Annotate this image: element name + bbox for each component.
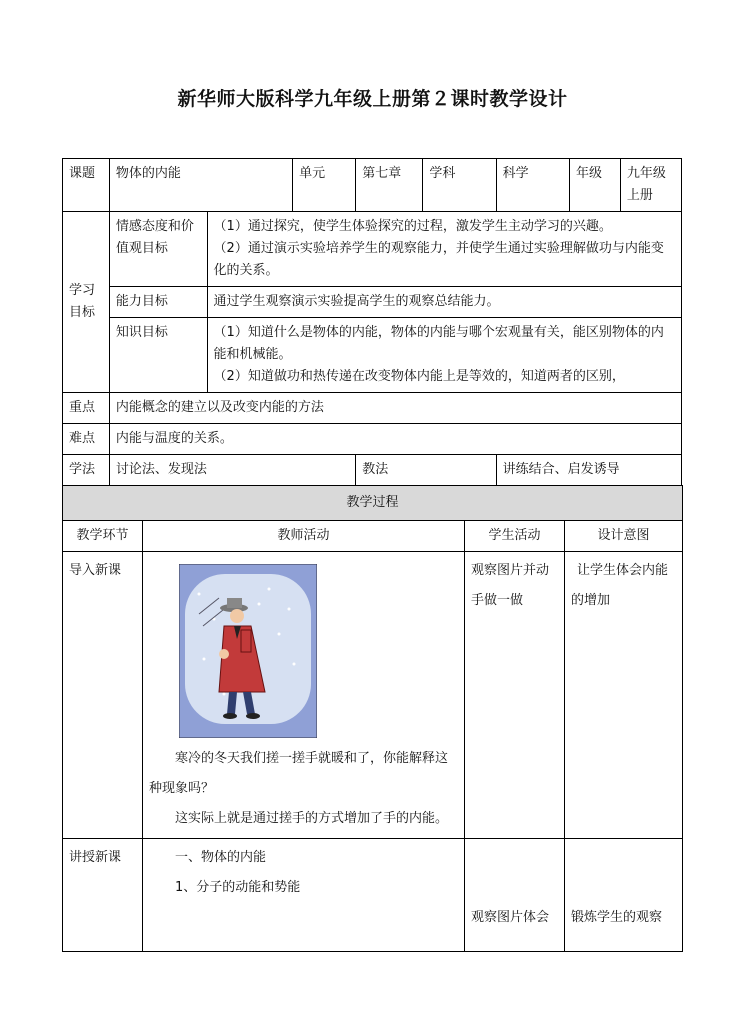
new-student [465, 839, 565, 952]
topic-label: 课题 [63, 159, 110, 212]
study-text: 讨论法、发现法 [109, 455, 355, 486]
emotion-label: 情感态度和价值观目标 [109, 212, 207, 287]
topic-value: 物体的内能 [109, 159, 292, 212]
document-title: 新华师大版科学九年级上册第２课时教学设计 [177, 88, 568, 110]
emotion-text-2: （2）通过演示实验培养学生的观察能力，并使学生通过实验理解做功与内能变化的关系。 [213, 241, 664, 278]
process-table [62, 485, 683, 952]
subject-label: 学科 [423, 159, 496, 212]
key-text: 内能概念的建立以及改变内能的方法 [109, 393, 681, 424]
key-label: 重点 [63, 393, 110, 424]
new-intent-text: 锻炼学生的观察 [571, 910, 663, 925]
knowledge-label: 知识目标 [109, 318, 207, 393]
knowledge-text-1: （1）知道什么是物体的内能，物体的内能与哪个宏观量有关，能区别物体的内能和机械能。 [213, 325, 664, 362]
grade-label: 年级 [569, 159, 620, 212]
process-header: 教学过程 [63, 486, 683, 521]
info-row [63, 159, 682, 212]
study-label: 学法 [63, 455, 110, 486]
new-teacher [143, 839, 465, 952]
intro-intent: 让学生体会内能的增加 [565, 552, 683, 839]
objectives-label-line2: 目标 [69, 305, 96, 320]
lesson-plan [62, 158, 682, 952]
objective-emotion-row [63, 212, 682, 287]
objectives-label [63, 212, 110, 393]
new-lesson-row [63, 839, 683, 952]
new-student-text: 观察图片体会 [471, 910, 550, 925]
key-row [63, 393, 682, 424]
intro-teacher [143, 552, 465, 839]
new-text-2: 1、分子的动能和势能 [175, 880, 301, 895]
teach-label: 教法 [356, 455, 496, 486]
intro-row [63, 552, 683, 839]
subject-value: 科学 [496, 159, 569, 212]
spacer [471, 843, 558, 903]
unit-label: 单元 [293, 159, 356, 212]
objective-knowledge-row [63, 318, 682, 393]
ability-text: 通过学生观察演示实验提高学生的观察总结能力。 [207, 287, 681, 318]
unit-value: 第七章 [356, 159, 423, 212]
teach-text: 讲练结合、启发诱导 [496, 455, 681, 486]
grade-value-line2: 上册 [626, 188, 653, 203]
new-text-1: 一、物体的内能 [175, 850, 267, 865]
objectives-label-line1: 学习 [69, 283, 96, 298]
col-teacher: 教师活动 [143, 521, 465, 552]
info-table [62, 158, 682, 486]
method-row [63, 455, 682, 486]
grade-value [620, 159, 681, 212]
objective-ability-row [63, 287, 682, 318]
new-intent [565, 839, 683, 952]
intro-student: 观察图片并动手做一做 [465, 552, 565, 839]
ability-label: 能力目标 [109, 287, 207, 318]
grade-value-line1: 九年级 [626, 166, 666, 181]
col-intent: 设计意图 [565, 521, 683, 552]
knowledge-text [207, 318, 681, 393]
intro-text-2: 这实际上就是通过搓手的方式增加了手的内能。 [175, 811, 449, 826]
difficulty-text: 内能与温度的关系。 [109, 424, 681, 455]
intro-text-1: 寒冷的冬天我们搓一搓手就暖和了，你能解释这种现象吗？ [149, 751, 449, 796]
emotion-text [207, 212, 681, 287]
knowledge-text-2: （2）知道做功和热传递在改变物体内能上是等效的，知道两者的区别， [213, 369, 625, 384]
process-header-row [63, 486, 683, 521]
intro-stage: 导入新课 [63, 552, 143, 839]
emotion-text-1: （1）通过探究，使学生体验探究的过程，激发学生主动学习的兴趣。 [213, 219, 612, 234]
difficulty-row [63, 424, 682, 455]
difficulty-label: 难点 [63, 424, 110, 455]
process-columns-row [63, 521, 683, 552]
col-student: 学生活动 [465, 521, 565, 552]
winter-man-picture [179, 564, 317, 738]
col-stage: 教学环节 [63, 521, 143, 552]
spacer [571, 843, 676, 903]
new-stage: 讲授新课 [63, 839, 143, 952]
